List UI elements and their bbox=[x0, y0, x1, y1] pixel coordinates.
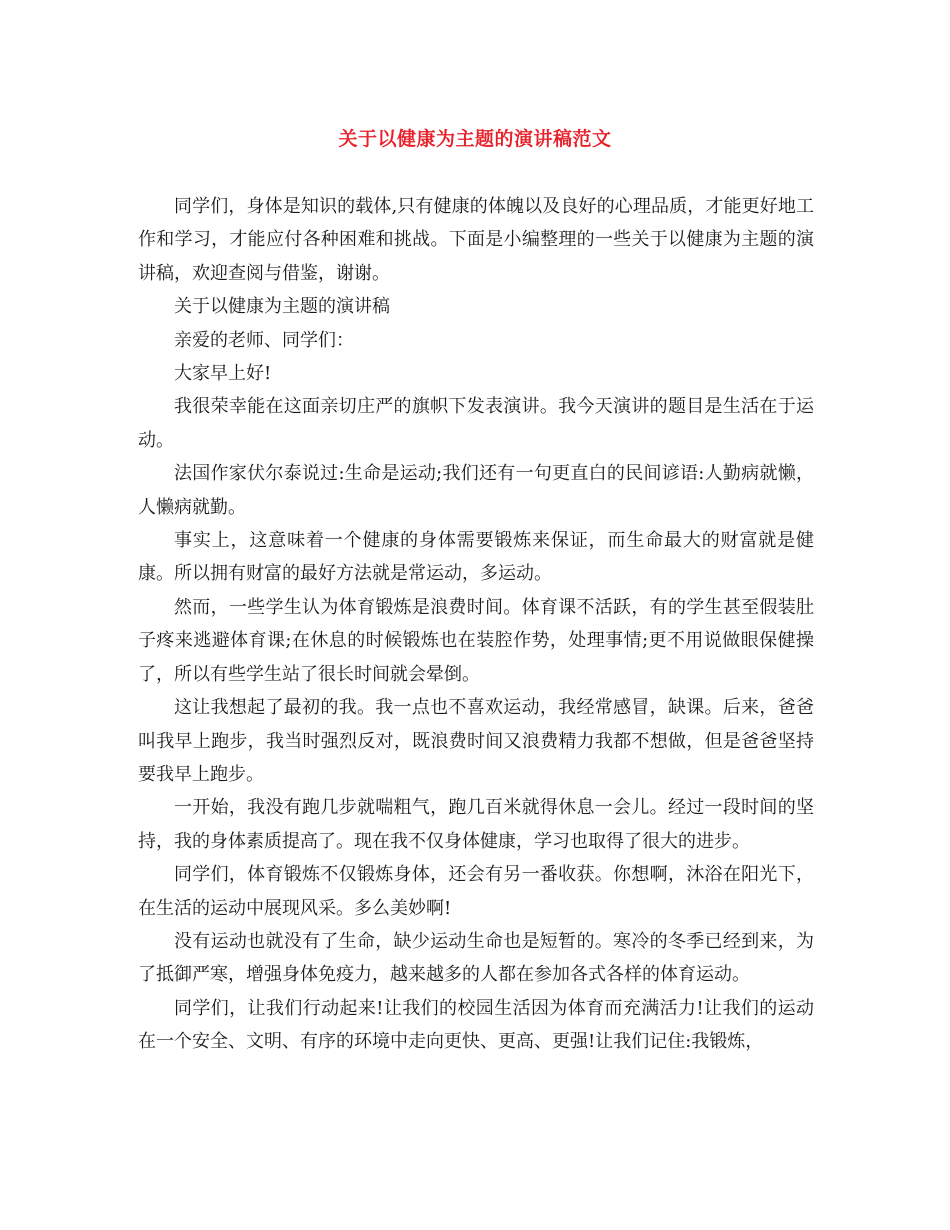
paragraph-winter: 没有运动也就没有了生命，缺少运动生命也是短暂的。寒冷的冬季已经到来，为了抵御严寒，增强身体免疫力，越来越多的人都在参加各式各样的体育运动。 bbox=[138, 930, 814, 986]
document-body bbox=[138, 190, 814, 1059]
paragraph-salutation: 亲爱的老师、同学们： bbox=[174, 329, 354, 351]
paragraph-benefits: 同学们，体育锻炼不仅锻炼身体，还会有另一番收获。你想啊，沐浴在阳光下，在生活的运动中展现风采。多么美妙啊! bbox=[138, 864, 814, 919]
paragraph-personal-story: 这让我想起了最初的我。我一点也不喜欢运动，我经常感冒，缺课。后来，爸爸叫我早上跑步，我当时强烈反对，既浪费时间又浪费精力我都不想做，但是爸爸坚持要我早上跑步。 bbox=[138, 697, 814, 785]
paragraph-greeting: 大家早上好! bbox=[174, 363, 272, 385]
paragraph-topic: 我很荣幸能在这面亲切庄严的旗帜下发表演讲。我今天演讲的题目是生活在于运动。 bbox=[138, 396, 814, 451]
paragraph-voltaire: 法国作家伏尔泰说过:生命是运动;我们还有一句更直白的民间谚语:人勤病就懒，人懒病就勤。 bbox=[138, 463, 814, 518]
document-title: 关于以健康为主题的演讲稿范文 bbox=[338, 128, 612, 150]
paragraph-intro: 同学们，身体是知识的载体,只有健康的体魄以及良好的心理品质，才能更好地工作和学习，才能应付各种困难和挑战。下面是小编整理的一些关于以健康为主题的演讲稿，欢迎查阅与借鉴，谢谢。 bbox=[138, 196, 814, 284]
paragraph-health-wealth: 事实上，这意味着一个健康的身体需要锻炼来保证，而生命最大的财富就是健康。所以拥有财富的最好方法就是常运动，多运动。 bbox=[138, 530, 814, 585]
paragraph-speech-heading: 关于以健康为主题的演讲稿 bbox=[174, 296, 390, 318]
paragraph-progress: 一开始，我没有跑几步就喘粗气，跑几百米就得休息一会儿。经过一段时间的坚持，我的身体素质提高了。现在我不仅身体健康，学习也取得了很大的进步。 bbox=[138, 797, 814, 852]
paragraph-call-to-action: 同学们，让我们行动起来!让我们的校园生活因为体育而充满活力!让我们的运动在一个安全、文明、有序的环境中走向更快、更高、更强!让我们记住:我锻炼， bbox=[138, 997, 814, 1053]
paragraph-students-view: 然而，一些学生认为体育锻炼是浪费时间。体育课不活跃，有的学生甚至假装肚子疼来逃避体育课;在休息的时候锻炼也在装腔作势，处理事情;更不用说做眼保健操了，所以有些学生站了很长时间就会晕倒。 bbox=[138, 596, 814, 685]
